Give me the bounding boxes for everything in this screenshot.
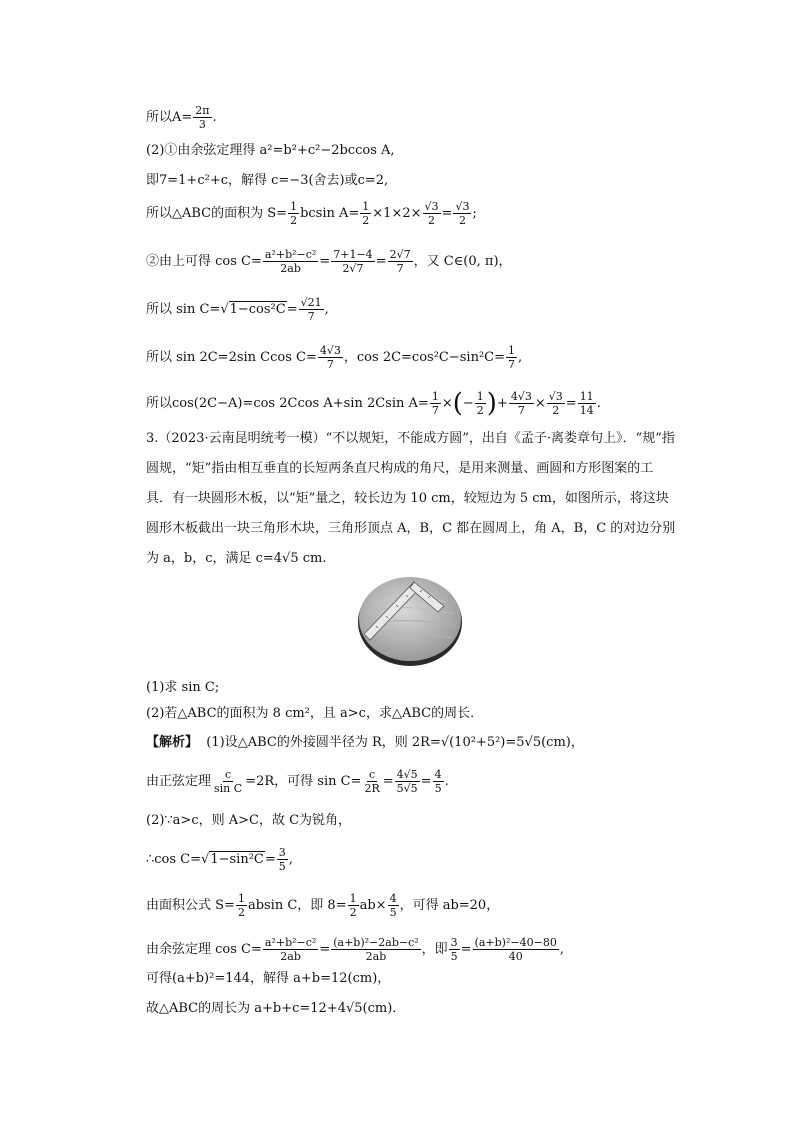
- fraction: [475, 390, 486, 417]
- text: ×1×2×: [372, 206, 422, 221]
- question-1: (1)求 sin C;: [146, 680, 220, 695]
- numerator: 2√7: [389, 248, 411, 261]
- text: bcsin A=: [300, 206, 360, 221]
- numerator: 3: [450, 936, 458, 949]
- numerator: c: [369, 768, 376, 781]
- fraction: [236, 892, 247, 919]
- numerator: (a+b)²−2ab−c²: [333, 936, 419, 949]
- denominator: 5: [434, 782, 442, 795]
- text: 所以cos(2C−A)=cos 2Ccos A+sin 2Csin A=: [146, 396, 429, 411]
- denominator: 14: [579, 404, 594, 417]
- denominator: 5: [389, 906, 397, 919]
- radical-sign: √: [201, 852, 210, 867]
- text: ∴cos C=: [146, 852, 202, 867]
- line-area: 所以△ABC的面积为 S= $\frac{1}{2}$ bcsin A= $\frac{1}{2}$ ×1×2× $\frac{√3}{2}$ = $\frac{√3}{2}$ ;: [146, 200, 477, 227]
- numerator: a²+b²−c²: [264, 936, 317, 949]
- fraction: [388, 892, 399, 919]
- text: ab×: [359, 898, 387, 913]
- text: ，即: [421, 942, 448, 957]
- numerator: 1: [431, 390, 439, 403]
- denominator: 2R: [364, 782, 380, 795]
- text: 由正弦定理: [146, 774, 212, 789]
- text: =: [264, 852, 276, 867]
- fraction: [578, 390, 596, 417]
- numerator: 4√3: [319, 344, 341, 357]
- fraction: [453, 200, 471, 227]
- fraction: [331, 248, 374, 275]
- solution-tag: 【解析】: [146, 735, 199, 750]
- sqrt: [201, 851, 265, 869]
- numerator: √21: [300, 296, 322, 309]
- denominator: 7: [396, 262, 404, 275]
- denominator: 40: [508, 950, 523, 963]
- text: =2R，可得 sin C=: [245, 774, 362, 789]
- text: 所以 sin C=: [146, 302, 221, 317]
- numerator: 4√5: [396, 768, 418, 781]
- solution-line-8: 故△ABC的周长为 a+b+c=12+4√5(cm)．: [146, 1001, 406, 1016]
- numerator: 1: [508, 344, 516, 357]
- radical-sign: √: [220, 302, 229, 317]
- fraction: [509, 390, 534, 417]
- fraction: [506, 344, 517, 371]
- board-with-square-figure: [356, 572, 464, 668]
- denominator: 7: [508, 358, 516, 371]
- numerator: 11: [579, 390, 594, 403]
- denominator: 7: [517, 404, 525, 417]
- text: ，又 C∈(0, π)，: [413, 254, 512, 269]
- text: 所以 sin 2C=2sin Ccos C=: [146, 350, 317, 365]
- line-cosC: ②由上可得 cos C= $\frac{\text{a²+b²−c²}}{2ab}$ = $\frac{7+1-4}{2√7}$ = $\frac{2√7}{7}$ ，又 C∈(0, π)，: [146, 248, 512, 275]
- line-sin2C-cos2C: 所以 sin 2C=2sin Ccos C= $\frac{4√3}{7}$ ，cos 2C=cos²C−sin²C= $\frac{1}{7}$ ,: [146, 344, 523, 371]
- text: 由余弦定理 cos C=: [146, 942, 262, 957]
- text: =: [441, 206, 453, 221]
- denominator: 3: [198, 118, 206, 131]
- fraction: [277, 846, 288, 873]
- denominator: 2: [428, 214, 436, 227]
- fraction: [348, 892, 359, 919]
- fraction: [395, 768, 420, 795]
- numerator: 3: [278, 846, 286, 859]
- solution-line-7: 可得(a+b)²=144，解得 a+b=12(cm)，: [146, 971, 391, 986]
- text: ，cos 2C=cos²C−sin²C=: [343, 350, 506, 365]
- numerator: 1: [349, 892, 357, 905]
- denominator: 2: [458, 214, 466, 227]
- fraction: [263, 248, 318, 275]
- denominator: 7: [307, 310, 315, 323]
- solution-line-2: 由正弦定理 $\frac{c}{\text{sin C}}$ =2R，可得 sin C= $\frac{c}{2R}$ = $\frac{4√5}{5√5}$ = $\frac{4}{5}$ .: [146, 768, 449, 795]
- numerator: 7+1−4: [333, 248, 373, 261]
- denominator: 7: [431, 404, 439, 417]
- numerator: 4: [389, 892, 397, 905]
- numerator: c: [225, 768, 232, 781]
- line-solve-c: 即7=1+c²+c，解得 c=−3(舍去)或c=2,: [146, 173, 389, 188]
- text: 所以A=: [146, 110, 193, 125]
- fraction: [433, 768, 444, 795]
- text: ②由上可得 cos C=: [146, 254, 262, 269]
- numerator: 4√3: [510, 390, 532, 403]
- denominator: 2ab: [280, 950, 301, 963]
- question-2: (2)若△ABC的面积为 8 cm²，且 a>c，求△ABC的周长．: [146, 706, 484, 721]
- fraction: [360, 200, 371, 227]
- denominator: 5√5: [396, 782, 418, 795]
- numerator: 4: [434, 768, 442, 781]
- text: 由面积公式 S=: [146, 898, 235, 913]
- fraction: [547, 390, 565, 417]
- text: absin C，即 8=: [247, 898, 347, 913]
- denominator: 7: [326, 358, 334, 371]
- fraction: [193, 104, 211, 131]
- sqrt: [220, 301, 286, 319]
- denominator: 2: [362, 214, 370, 227]
- fraction: [212, 768, 244, 795]
- fraction: [449, 936, 460, 963]
- solution-line-5: [146, 892, 499, 919]
- numerator: 2π: [195, 104, 210, 117]
- denominator: 2ab: [365, 950, 387, 963]
- denominator: 2ab: [280, 262, 301, 275]
- denominator: sin C: [214, 782, 243, 795]
- problem-3-statement: 3.（2023·云南昆明统考一模）“不以规矩，不能成方圆”，出自《孟子·离娄章句上》．“规”指圆规，“矩”指由相互垂直的长短两条直尺构成的角尺，是用来测量、画圆和方形图案的工具．有一块圆形木板，以“矩”量之，较长边为 10 cm，较短边为 5 cm，如图所示，将这块圆形木板截出一块三角形木块，三角形顶点 A，B，C 都在圆周上，角 A，B，C 的对边分别为 a，b，c，满足 c=4√5 cm.: [146, 431, 676, 566]
- fraction: [362, 768, 381, 795]
- line-conclusion-A: 所以A= $\frac{2\pi}{3}$ .: [146, 104, 217, 131]
- denominator: 2: [237, 906, 245, 919]
- numerator: √3: [455, 200, 470, 213]
- fraction: [473, 936, 559, 963]
- fraction: [299, 296, 324, 323]
- fraction: [423, 200, 441, 227]
- text: 所以△ABC的面积为 S=: [146, 206, 288, 221]
- fraction: [288, 200, 299, 227]
- denominator: 2: [552, 404, 560, 417]
- fraction: [430, 390, 441, 417]
- denominator: 2: [290, 214, 298, 227]
- numerator: a²+b²−c²: [264, 248, 317, 261]
- solution-line-1: [146, 734, 584, 752]
- fraction: [388, 248, 413, 275]
- denominator: 5: [450, 950, 458, 963]
- fraction: [318, 344, 343, 371]
- denominator: 2: [476, 404, 484, 417]
- text: (1)设△ABC的外接圆半径为 R，则 2R=√(10²+5²)=5√5(cm)，: [206, 735, 584, 750]
- numerator: 1: [290, 200, 298, 213]
- fraction: [263, 936, 318, 963]
- numerator: (a+b)²−40−80: [474, 936, 557, 949]
- numerator: 1: [476, 390, 484, 403]
- numerator: 1: [237, 892, 245, 905]
- line-cosine-law: (2)①由余弦定理得 a²=b²+c²−2bccos A,: [146, 143, 395, 158]
- solution-line-3: (2)∵a>c，则 A>C，故 C为锐角，: [146, 813, 352, 828]
- numerator: √3: [548, 390, 563, 403]
- numerator: 1: [362, 200, 370, 213]
- text: ，可得 ab=20，: [399, 898, 500, 913]
- solution-line-6: 由余弦定理 cos C= $\frac{\text{a²+b²−c²}}{2ab}$ = $\frac{\text{(a+b)²−2ab−c²}}{2ab}$ ，即 $\frac{3}{5}$ = $\frac{\text{(a+b)²−40−80}}{40}$ ,: [146, 936, 564, 963]
- fraction: [331, 936, 420, 963]
- radicand: 1−cos²C: [229, 302, 286, 317]
- denominator: 2: [349, 906, 357, 919]
- radicand: 1−sin²C: [210, 852, 264, 867]
- denominator: 2√7: [342, 262, 364, 275]
- denominator: 5: [278, 860, 286, 873]
- line-sinC: 所以 sin C=√1−cos²C= $\frac{√21}{7}$ ,: [146, 296, 329, 323]
- line-cos2C-minus-A: 所以cos(2C−A)=cos 2Ccos A+sin 2Csin A= $\frac{1}{7}$ ×(− $\frac{1}{2}$ )+ $\frac{4√3}{7}$ × $\frac{√3}{2}$ = $\frac{11}{14}$ .: [146, 388, 601, 419]
- solution-line-4: ∴cos C=√1−sin²C= $\frac{3}{5}$ ,: [146, 846, 293, 873]
- numerator: √3: [424, 200, 439, 213]
